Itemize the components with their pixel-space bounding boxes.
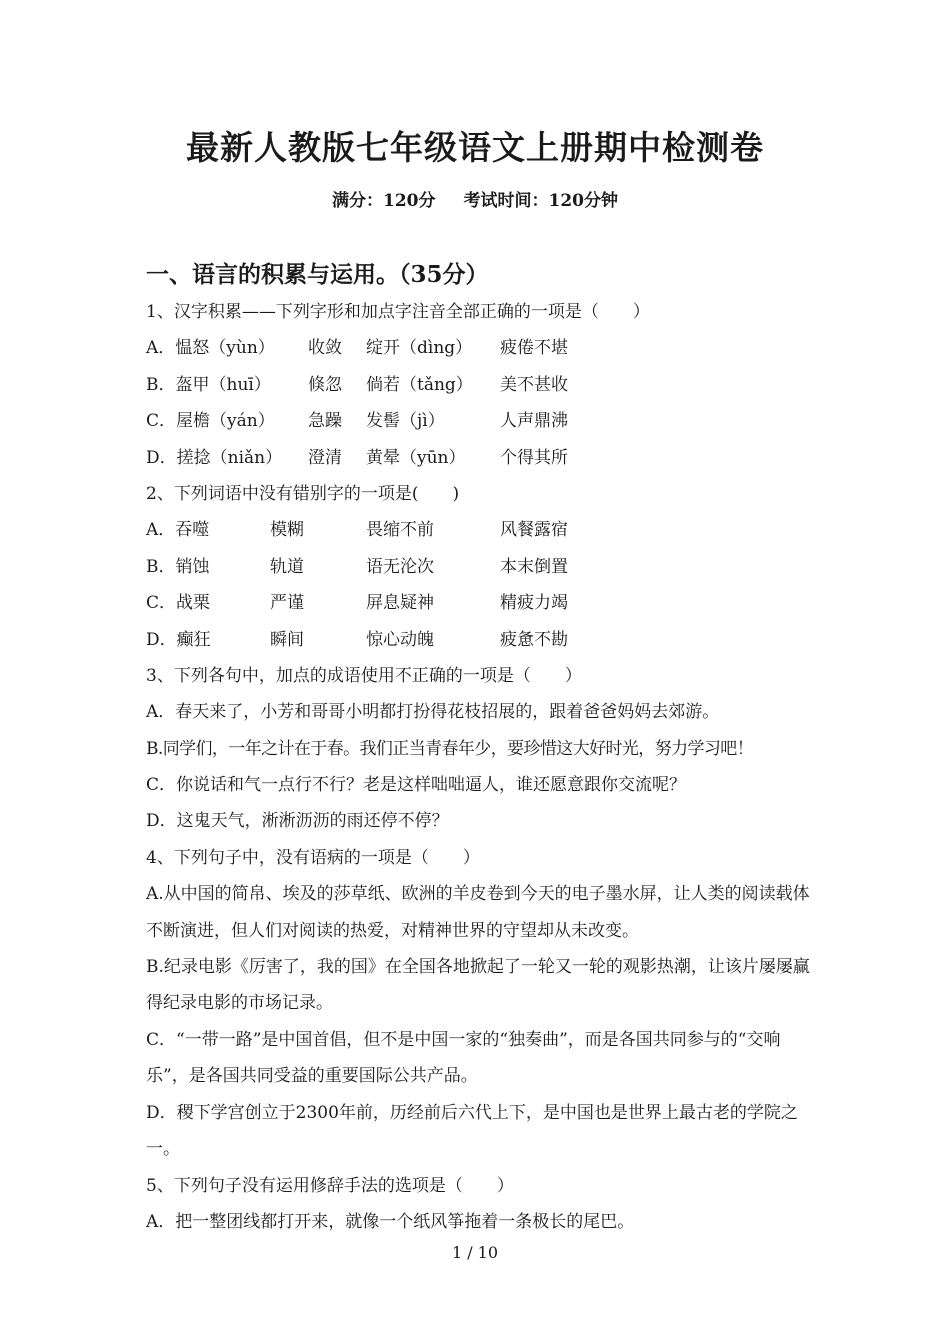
question-2-option-d: D．癫狂 瞬间 惊心动魄 疲惫不勘 [146,629,568,650]
question-1-option-c: C．屋檐（yán） 急躁 发髻（jì） 人声鼎沸 [146,411,568,432]
question-2-option-c: C．战栗 严谨 屏息疑神 精疲力竭 [146,593,568,614]
section-heading: 一、语言的积累与运用。（35分） [146,261,489,288]
question-4-option-d: D．稷下学宫创立于2300年前，历经前后六代上下，是中国也是世界上最古老的学院之一。 [146,1102,798,1160]
question-3-option-d: D．这鬼天气，淅淅沥沥的雨还停不停？ [146,811,449,832]
question-4-stem: 4、下列句子中，没有语病的一项是（ ） [146,847,480,868]
score-label: 满分：120分 [332,191,436,211]
page-title: 最新人教版七年级语文上册期中检测卷 [186,128,764,167]
question-2-option-a: A．吞噬 模糊 畏缩不前 风餐露宿 [146,520,568,541]
page-number: 1 / 10 [451,1243,499,1262]
question-4-option-a: A.从中国的简帛、埃及的莎草纸、欧洲的羊皮卷到今天的电子墨水屏，让人类的阅读载体不断演进，但人们对阅读的热爱，对精神世界的守望却从未改变。 [146,884,810,941]
time-label: 考试时间：120分钟 [463,191,618,211]
question-4-option-b: B.纪录电影《厉害了，我的国》在全国各地掀起了一轮又一轮的观影热潮，让该片屡屡赢得纪录电影的市场记录。 [146,957,810,1014]
question-3-option-a: A．春天来了，小芳和哥哥小明都打扮得花枝招展的，跟着爸爸妈妈去郊游。 [146,702,720,723]
question-3-option-c: C．你说话和气一点行不行？老是这样咄咄逼人，谁还愿意跟你交流呢？ [146,775,687,796]
question-3-stem: 3、下列各句中，加点的成语使用不正确的一项是（ ） [146,665,582,686]
question-2-stem: 2、下列词语中没有错别字的一项是( ) [146,483,460,504]
question-1-option-a: A．愠怒（yùn） 收敛 绽开（dìng） 疲倦不堪 [146,338,568,359]
question-4-option-c: C．“一带一路”是中国首倡，但不是中国一家的“独奏曲”，而是各国共同参与的“交响乐”，是各国共同受益的重要国际公共产品。 [146,1029,781,1087]
question-2-option-b: B．销蚀 轨道 语无沦次 本末倒置 [146,556,568,577]
question-1-stem: 1、汉字积累——下列字形和加点字注音全部正确的一项是（ ） [146,302,650,322]
exam-info [0,186,950,211]
question-5-option-a: A．把一整团线都打开来，就像一个纸风筝拖着一条极长的尾巴。 [146,1211,635,1232]
question-5-stem: 5、下列句子没有运用修辞手法的选项是（ ） [146,1175,514,1196]
question-1-option-d: D．搓捻（niǎn） 澄清 黄晕（yūn） 个得其所 [146,447,568,468]
question-1-option-b: B．盔甲（huī） 倏忽 倘若（tǎng） 美不甚收 [146,374,568,395]
question-3-option-b: B.同学们，一年之计在于春。我们正当青春年少，要珍惜这大好时光，努力学习吧！ [146,738,754,759]
questions [146,294,816,1240]
